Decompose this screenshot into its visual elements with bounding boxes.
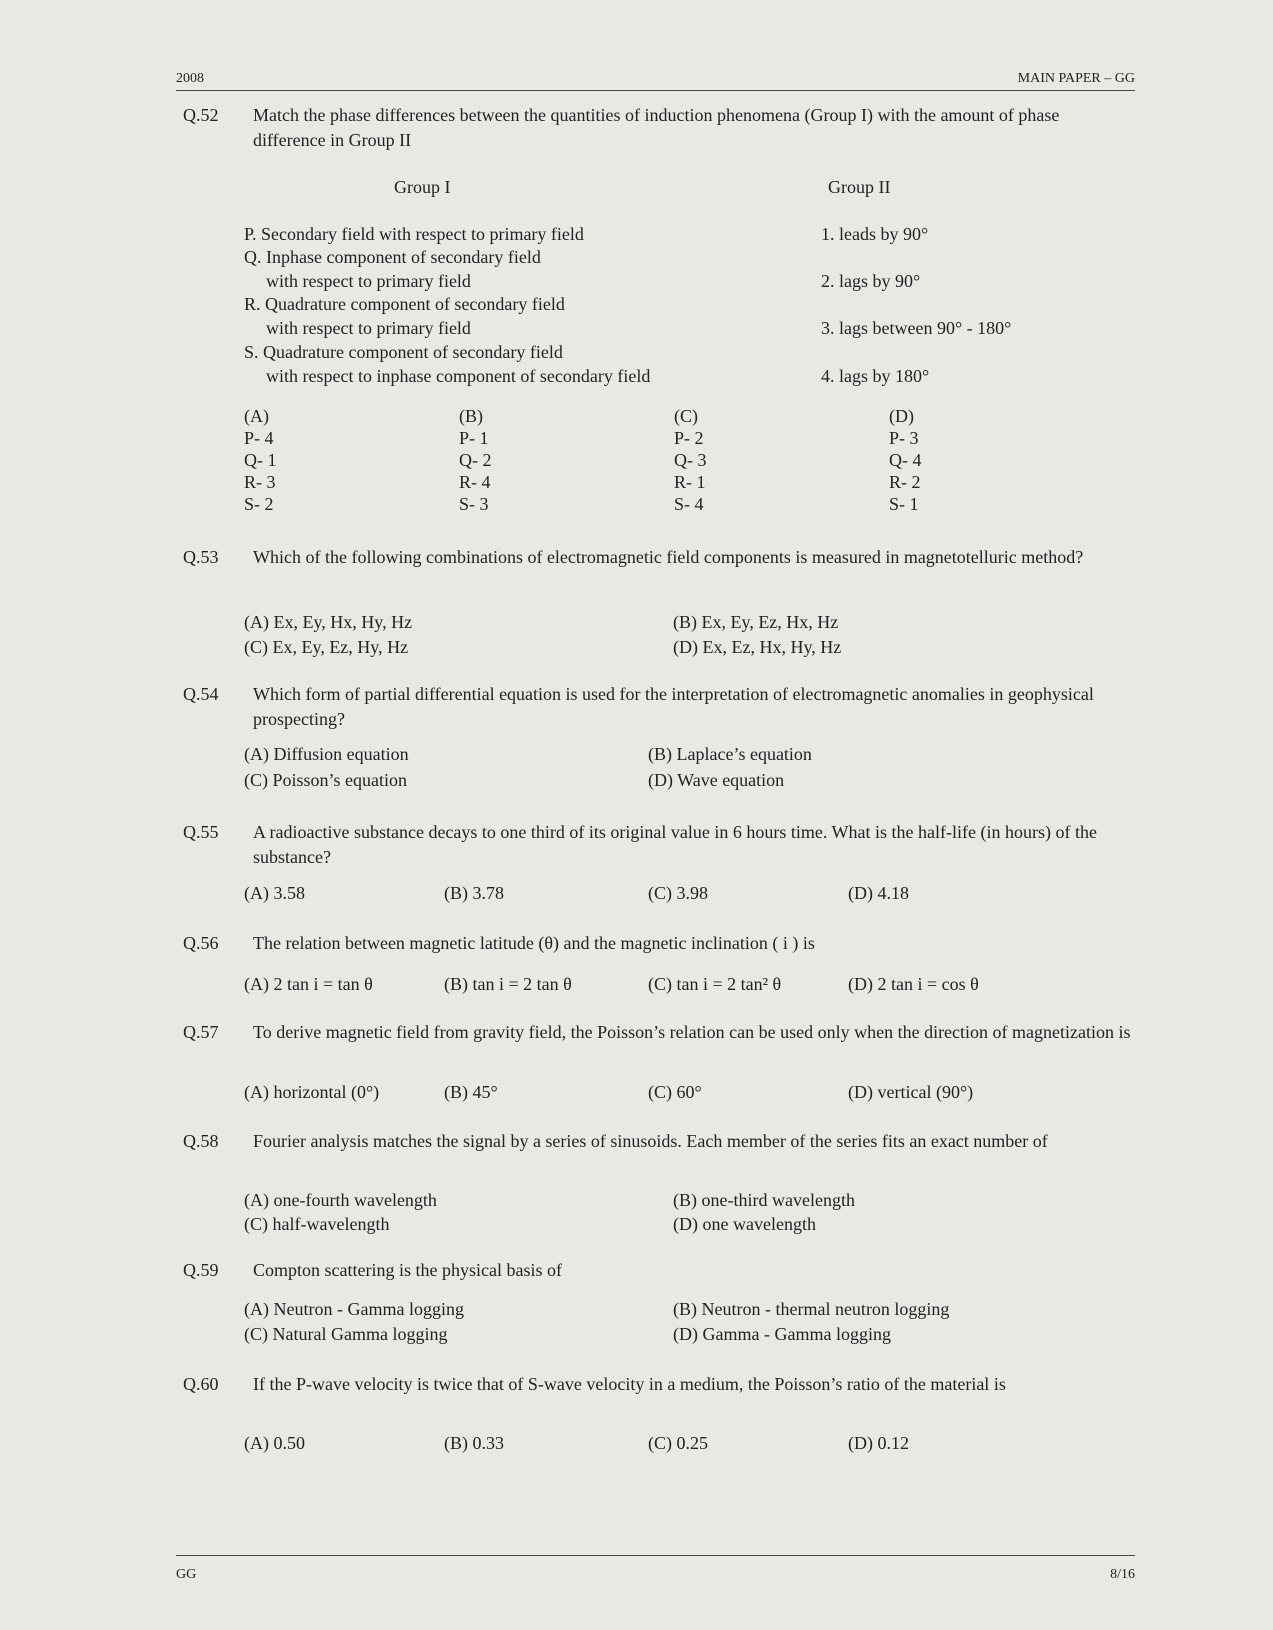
group2-item-1: 1. leads by 90°	[821, 224, 929, 244]
option-a[interactable]: (A) 0.50	[244, 1433, 305, 1453]
option-b[interactable]: (B) Neutron - thermal neutron logging	[673, 1299, 950, 1319]
option-b[interactable]: (B) Laplace’s equation	[648, 744, 812, 764]
option-label: (D)	[889, 406, 914, 426]
option-d[interactable]: (D) 0.12	[848, 1433, 909, 1453]
option-c[interactable]: (C) Natural Gamma logging	[244, 1324, 448, 1344]
option-a[interactable]: (A) one-fourth wavelength	[244, 1190, 437, 1210]
option-label: (C)	[674, 406, 698, 426]
question-number: Q.52	[183, 105, 219, 125]
option-d[interactable]: (D) one wavelength	[673, 1214, 816, 1234]
question-number: Q.57	[183, 1022, 219, 1042]
option-c[interactable]: (C) 3.98	[648, 883, 708, 903]
question-text: Match the phase differences between the quantities of induction phenomena (Group I) with the amount of phase difference in Group II	[253, 105, 1060, 150]
option-pair: R- 1	[674, 472, 706, 492]
group2-title: Group II	[828, 177, 891, 197]
question-text: A radioactive substance decays to one third of its original value in 6 hours time. What is the half-life (in hours) of the substance?	[253, 822, 1097, 867]
option-pair: P- 4	[244, 428, 274, 448]
option-pair: Q- 1	[244, 450, 277, 470]
option-c[interactable]: (C) Ex, Ey, Ez, Hy, Hz	[244, 637, 409, 657]
group1-item-r-cont: with respect to primary field	[266, 318, 471, 338]
option-label: (B)	[459, 406, 483, 426]
option-b[interactable]: (B) 3.78	[444, 883, 504, 903]
option-pair: S- 3	[459, 494, 489, 514]
option-pair: R- 4	[459, 472, 491, 492]
option-pair: Q- 3	[674, 450, 707, 470]
option-d-column[interactable]	[889, 405, 922, 515]
question-text: Which form of partial differential equation is used for the interpretation of electromagnetic anomalies in geophysical prospecting?	[253, 684, 1094, 729]
option-pair: P- 2	[674, 428, 704, 448]
option-d[interactable]: (D) Wave equation	[648, 770, 785, 790]
option-a-column[interactable]	[244, 405, 277, 515]
option-b[interactable]: (B) one-third wavelength	[673, 1190, 855, 1210]
question-text: Fourier analysis matches the signal by a series of sinusoids. Each member of the series fits an exact number of	[253, 1131, 1048, 1151]
group2-item-3: 3. lags between 90° - 180°	[821, 318, 1012, 338]
question-number: Q.53	[183, 547, 219, 567]
option-label: (A)	[244, 406, 269, 426]
option-c[interactable]: (C) tan i = 2 tan² θ	[648, 974, 782, 994]
option-b[interactable]: (B) 45°	[444, 1082, 498, 1102]
group1-item-p: P. Secondary field with respect to primary field	[244, 224, 584, 244]
option-a[interactable]: (A) horizontal (0°)	[244, 1082, 380, 1102]
option-pair: S- 4	[674, 494, 704, 514]
option-b[interactable]: (B) tan i = 2 tan θ	[444, 974, 572, 994]
option-b-column[interactable]	[459, 405, 492, 515]
option-pair: R- 2	[889, 472, 921, 492]
option-a[interactable]: (A) 2 tan i = tan θ	[244, 974, 373, 994]
option-b[interactable]: (B) 0.33	[444, 1433, 504, 1453]
group1-item-r: R. Quadrature component of secondary field	[244, 294, 565, 314]
option-pair: S- 2	[244, 494, 274, 514]
option-d[interactable]: (D) Ex, Ez, Hx, Hy, Hz	[673, 637, 842, 657]
footer-page: 8/16	[1110, 1567, 1135, 1582]
question-text: The relation between magnetic latitude (θ) and the magnetic inclination ( i ) is	[253, 933, 815, 953]
question-number: Q.60	[183, 1374, 219, 1394]
group2-item-4: 4. lags by 180°	[821, 366, 930, 386]
question-number: Q.58	[183, 1131, 219, 1151]
option-pair: P- 3	[889, 428, 919, 448]
group2-item-2: 2. lags by 90°	[821, 271, 921, 291]
option-a[interactable]: (A) Diffusion equation	[244, 744, 409, 764]
option-pair: P- 1	[459, 428, 489, 448]
footer-code: GG	[176, 1567, 197, 1582]
group1-item-s: S. Quadrature component of secondary field	[244, 342, 563, 362]
option-a[interactable]: (A) Ex, Ey, Hx, Hy, Hz	[244, 612, 413, 632]
option-d[interactable]: (D) vertical (90°)	[848, 1082, 974, 1102]
option-c-column[interactable]	[674, 405, 707, 515]
question-number: Q.54	[183, 684, 219, 704]
option-c[interactable]: (C) half-wavelength	[244, 1214, 390, 1234]
option-c[interactable]: (C) Poisson’s equation	[244, 770, 408, 790]
option-pair: Q- 2	[459, 450, 492, 470]
question-text: If the P-wave velocity is twice that of S-wave velocity in a medium, the Poisson’s ratio of the material is	[253, 1374, 1006, 1394]
group1-item-q-cont: with respect to primary field	[266, 271, 471, 291]
group1-item-q: Q. Inphase component of secondary field	[244, 247, 541, 267]
question-text: Compton scattering is the physical basis of	[253, 1260, 562, 1280]
question-number: Q.56	[183, 933, 219, 953]
group1-title: Group I	[394, 177, 451, 197]
option-d[interactable]: (D) 4.18	[848, 883, 909, 903]
option-d[interactable]: (D) Gamma - Gamma logging	[673, 1324, 891, 1344]
question-number: Q.55	[183, 822, 219, 842]
footer-rule	[176, 1555, 1135, 1556]
option-pair: R- 3	[244, 472, 276, 492]
header-year: 2008	[176, 71, 204, 86]
option-a[interactable]: (A) 3.58	[244, 883, 305, 903]
option-a[interactable]: (A) Neutron - Gamma logging	[244, 1299, 464, 1319]
option-pair: S- 1	[889, 494, 919, 514]
group1-item-s-cont: with respect to inphase component of secondary field	[266, 366, 651, 386]
option-c[interactable]: (C) 60°	[648, 1082, 702, 1102]
question-number: Q.59	[183, 1260, 219, 1280]
question-text: Which of the following combinations of electromagnetic field components is measured in magnetotelluric method?	[253, 547, 1084, 567]
option-pair: Q- 4	[889, 450, 922, 470]
header-paper: MAIN PAPER – GG	[1017, 71, 1135, 86]
header-rule	[176, 90, 1135, 91]
option-b[interactable]: (B) Ex, Ey, Ez, Hx, Hz	[673, 612, 839, 632]
option-c[interactable]: (C) 0.25	[648, 1433, 708, 1453]
option-d[interactable]: (D) 2 tan i = cos θ	[848, 974, 979, 994]
question-text: To derive magnetic field from gravity field, the Poisson’s relation can be used only when the direction of magnetization is	[253, 1022, 1131, 1042]
